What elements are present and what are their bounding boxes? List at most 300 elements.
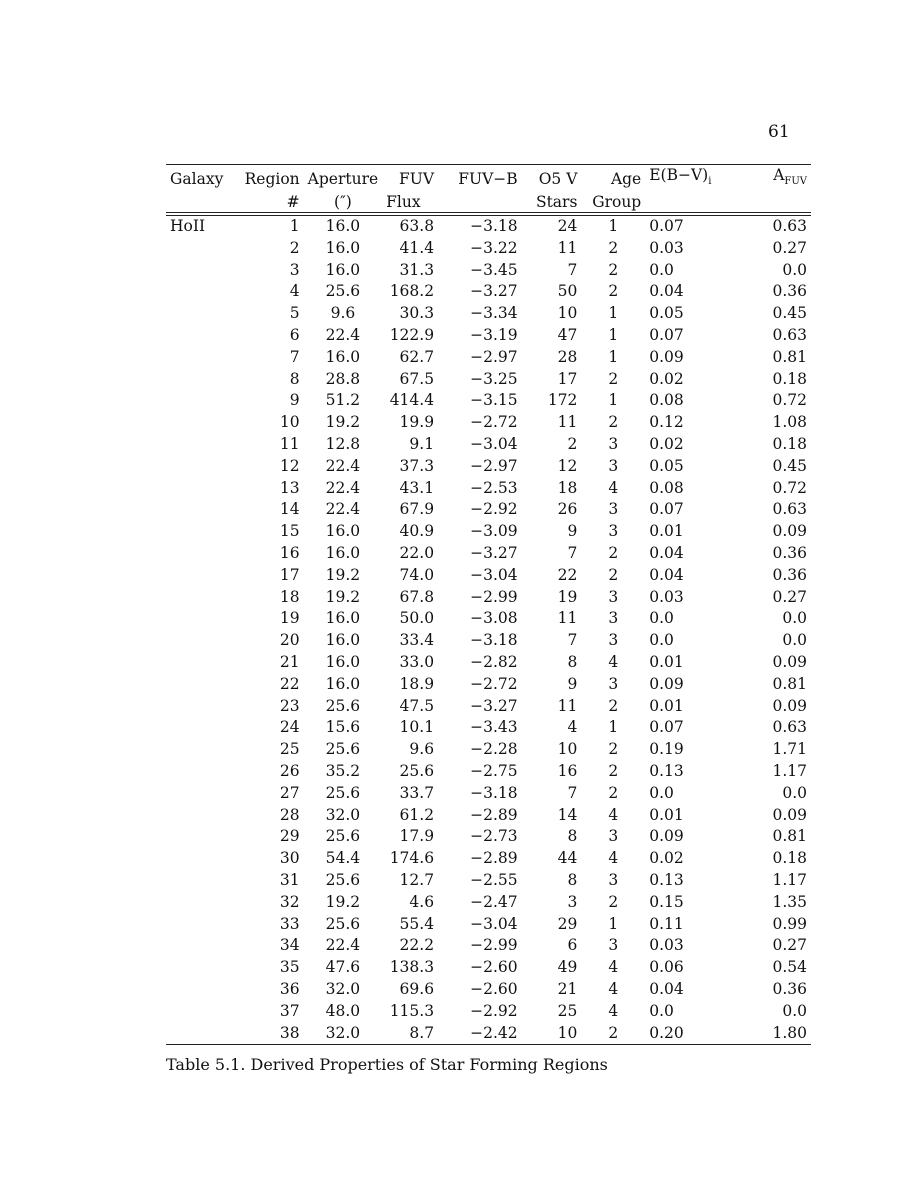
cell-ebv: 0.11 [649, 914, 684, 933]
table-row [166, 478, 811, 500]
table-row [166, 892, 811, 914]
cell-afuv: 0.45 [772, 456, 807, 475]
cell-fuv-b: −3.45 [470, 260, 518, 279]
cell-galaxy [166, 848, 238, 870]
cell-region: 32 [279, 892, 300, 911]
cell-region: 8 [289, 369, 300, 388]
table-row [166, 674, 811, 696]
cell-ebv: 0.05 [649, 456, 684, 475]
table-row [166, 957, 811, 979]
header-fuv: FUV [382, 165, 438, 193]
cell-aperture: 16.0 [325, 238, 361, 257]
cell-afuv: 0.0 [782, 260, 807, 279]
cell-aperture: 47.6 [325, 958, 361, 977]
table-row [166, 1001, 811, 1023]
cell-age-group: 3 [608, 609, 619, 628]
cell-age-group: 1 [608, 326, 619, 345]
cell-ebv: 0.03 [649, 238, 684, 257]
table-row [166, 565, 811, 587]
cell-galaxy [166, 652, 238, 674]
table-row [166, 303, 811, 325]
cell-fuv-b: −2.72 [470, 674, 518, 693]
cell-fuv-flux: 22.0 [399, 544, 435, 563]
table-body [166, 214, 811, 1045]
cell-age-group: 4 [608, 1001, 619, 1020]
cell-fuv-b: −3.04 [470, 435, 518, 454]
cell-afuv: 0.99 [772, 914, 807, 933]
cell-galaxy [166, 870, 238, 892]
cell-o5v-stars: 49 [557, 958, 578, 977]
cell-fuv-flux: 43.1 [399, 478, 435, 497]
cell-afuv: 0.72 [772, 478, 807, 497]
cell-aperture: 25.6 [325, 740, 361, 759]
cell-afuv: 0.45 [772, 304, 807, 323]
cell-afuv: 0.63 [772, 217, 807, 236]
cell-galaxy [166, 696, 238, 718]
cell-aperture: 19.2 [325, 565, 361, 584]
cell-galaxy [166, 630, 238, 652]
table-row [166, 870, 811, 892]
cell-ebv: 0.02 [649, 435, 684, 454]
cell-o5v-stars: 24 [557, 217, 578, 236]
cell-fuv-b: −3.15 [470, 391, 518, 410]
cell-o5v-stars: 47 [557, 326, 578, 345]
cell-fuv-b: −3.08 [470, 609, 518, 628]
subheader-aperture: (″) [304, 192, 383, 214]
cell-age-group: 2 [581, 1023, 645, 1045]
header-fuv-b: FUV−B [438, 165, 522, 193]
cell-age-group: 2 [608, 260, 619, 279]
cell-ebv: 0.04 [649, 979, 684, 998]
cell-galaxy [166, 390, 238, 412]
cell-region: 4 [289, 282, 300, 301]
cell-aperture: 35.2 [325, 762, 361, 781]
cell-region: 23 [279, 696, 300, 715]
cell-afuv: 0.36 [772, 282, 807, 301]
cell-galaxy [166, 674, 238, 696]
cell-fuv-b: −3.19 [470, 326, 518, 345]
cell-o5v-stars: 11 [557, 696, 578, 715]
cell-aperture: 25.6 [325, 914, 361, 933]
cell-o5v-stars: 8 [567, 871, 578, 889]
cell-fuv-flux: 74.0 [399, 565, 435, 584]
cell-age-group: 2 [608, 565, 619, 584]
cell-region: 31 [279, 871, 300, 889]
cell-aperture: 22.4 [325, 500, 361, 519]
cell-region: 12 [279, 456, 300, 475]
cell-fuv-b: −3.27 [470, 696, 518, 715]
cell-galaxy [166, 805, 238, 827]
cell-ebv: 0.05 [649, 304, 684, 323]
cell-fuv-b: −3.43 [470, 718, 518, 737]
cell-afuv: 1.17 [772, 762, 807, 781]
cell-region: 5 [289, 304, 300, 323]
cell-afuv: 0.09 [772, 805, 807, 824]
cell-o5v-stars: 8 [567, 827, 578, 846]
cell-age-group: 2 [608, 762, 619, 781]
table-row [166, 652, 811, 674]
table-row [166, 434, 811, 456]
cell-ebv: 0.0 [649, 783, 674, 802]
cell-o5v-stars: 28 [557, 347, 578, 366]
cell-o5v-stars: 7 [567, 260, 578, 279]
cell-age-group: 1 [608, 217, 619, 236]
cell-aperture: 16.0 [325, 631, 361, 650]
cell-ebv: 0.07 [649, 217, 684, 236]
cell-galaxy [166, 565, 238, 587]
cell-fuv-flux: 138.3 [389, 958, 435, 977]
cell-afuv: 0.0 [782, 1001, 807, 1020]
cell-o5v-stars: 11 [557, 609, 578, 628]
cell-fuv-flux: 414.4 [389, 391, 435, 410]
cell-ebv: 0.09 [649, 347, 684, 366]
cell-galaxy [166, 587, 238, 609]
cell-region: 9 [289, 391, 300, 410]
cell-galaxy [166, 260, 238, 282]
cell-galaxy [166, 957, 238, 979]
table-row [166, 543, 811, 565]
cell-aperture: 22.4 [325, 936, 361, 955]
cell-fuv-b: −3.34 [470, 304, 518, 323]
cell-region: 35 [279, 958, 300, 977]
table-row [166, 390, 811, 412]
cell-fuv-b: −3.04 [470, 914, 518, 933]
cell-aperture: 16.0 [325, 217, 361, 236]
cell-fuv-b: −3.18 [470, 783, 518, 802]
cell-age-group: 2 [608, 783, 619, 802]
cell-fuv-b: −2.72 [470, 413, 518, 432]
cell-galaxy [166, 543, 238, 565]
cell-afuv: 0.0 [782, 631, 807, 650]
cell-fuv-b: −2.28 [470, 740, 518, 759]
cell-region: 21 [279, 653, 300, 672]
cell-o5v-stars: 50 [557, 282, 578, 301]
cell-aperture: 9.6 [330, 304, 356, 323]
cell-o5v-stars: 9 [567, 522, 578, 541]
table-row [166, 805, 811, 827]
table-row [166, 238, 811, 260]
cell-afuv: 0.09 [772, 653, 807, 672]
cell-galaxy [166, 717, 238, 739]
cell-fuv-flux: 55.4 [399, 914, 435, 933]
cell-region: 22 [279, 674, 300, 693]
cell-region: 7 [289, 347, 300, 366]
cell-fuv-flux: 9.6 [409, 740, 435, 759]
table-row [166, 260, 811, 282]
cell-galaxy [166, 1023, 238, 1045]
cell-fuv-flux: 8.7 [382, 1023, 438, 1045]
cell-o5v-stars: 172 [547, 391, 578, 410]
cell-region: 11 [279, 435, 300, 454]
cell-aperture: 25.6 [325, 282, 361, 301]
cell-ebv: 0.15 [649, 892, 684, 911]
cell-fuv-flux: 4.6 [409, 892, 435, 911]
cell-o5v-stars: 7 [567, 631, 578, 650]
header-ebv-text: E(B−V) [649, 166, 709, 184]
cell-o5v-stars: 2 [567, 435, 578, 454]
cell-fuv-flux: 174.6 [389, 849, 435, 868]
cell-ebv: 0.01 [649, 696, 684, 715]
cell-fuv-b: −2.53 [470, 478, 518, 497]
cell-fuv-flux: 67.8 [399, 587, 435, 606]
cell-age-group: 4 [608, 849, 619, 868]
subheader-afuv [733, 192, 811, 214]
cell-age-group: 3 [608, 871, 619, 889]
cell-fuv-flux: 31.3 [399, 260, 435, 279]
cell-galaxy [166, 369, 238, 391]
cell-afuv: 0.81 [772, 827, 807, 846]
cell-ebv: 0.09 [649, 674, 684, 693]
cell-o5v-stars: 21 [557, 979, 578, 998]
cell-fuv-b: −2.47 [470, 892, 518, 911]
cell-o5v-stars: 25 [557, 1001, 578, 1020]
table-row [166, 914, 811, 936]
cell-age-group: 4 [608, 478, 619, 497]
cell-aperture: 16.0 [325, 347, 361, 366]
cell-region: 33 [279, 914, 300, 933]
table-row [166, 412, 811, 434]
table-row [166, 281, 811, 303]
table-row [166, 1023, 811, 1045]
table-row [166, 630, 811, 652]
cell-aperture: 22.4 [325, 326, 361, 345]
cell-o5v-stars: 7 [567, 544, 578, 563]
cell-galaxy [166, 1001, 238, 1023]
header-row-top [166, 165, 811, 193]
cell-galaxy [166, 499, 238, 521]
cell-fuv-flux: 17.9 [399, 827, 435, 846]
cell-o5v-stars: 6 [567, 936, 578, 955]
cell-ebv: 0.0 [649, 260, 674, 279]
cell-fuv-b: −2.60 [470, 958, 518, 977]
table-row [166, 456, 811, 478]
cell-galaxy [166, 608, 238, 630]
cell-afuv: 0.36 [772, 565, 807, 584]
cell-age-group: 2 [608, 740, 619, 759]
cell-fuv-b: −2.75 [470, 762, 518, 781]
header-galaxy: Galaxy [166, 165, 238, 193]
cell-aperture: 32.0 [325, 979, 361, 998]
cell-afuv: 0.63 [772, 500, 807, 519]
cell-region: 17 [279, 565, 300, 584]
cell-fuv-b: −3.25 [470, 369, 518, 388]
cell-afuv: 0.36 [772, 544, 807, 563]
cell-afuv: 0.18 [772, 849, 807, 868]
cell-o5v-stars: 10 [522, 1023, 582, 1045]
table-row [166, 369, 811, 391]
cell-galaxy [166, 739, 238, 761]
cell-afuv: 0.27 [772, 587, 807, 606]
cell-ebv: 0.02 [649, 849, 684, 868]
cell-ebv: 0.13 [649, 871, 684, 889]
cell-region: 19 [279, 609, 300, 628]
cell-fuv-flux: 69.6 [399, 979, 435, 998]
cell-o5v-stars: 7 [567, 783, 578, 802]
table-row [166, 608, 811, 630]
cell-age-group: 3 [608, 435, 619, 454]
cell-region: 6 [289, 326, 300, 345]
cell-fuv-flux: 50.0 [399, 609, 435, 628]
cell-fuv-b: −2.73 [470, 827, 518, 846]
cell-region: 13 [279, 478, 300, 497]
table-row [166, 979, 811, 1001]
cell-o5v-stars: 11 [557, 413, 578, 432]
cell-galaxy [166, 238, 238, 260]
cell-region: 16 [279, 544, 300, 563]
cell-afuv: 0.81 [772, 347, 807, 366]
header-afuv-subscript: FUV [784, 176, 807, 188]
cell-galaxy [166, 826, 238, 848]
cell-aperture: 22.4 [325, 456, 361, 475]
cell-ebv: 0.0 [649, 609, 674, 628]
cell-fuv-flux: 41.4 [399, 238, 435, 257]
cell-o5v-stars: 10 [557, 740, 578, 759]
cell-afuv: 1.08 [772, 413, 807, 432]
cell-ebv: 0.07 [649, 500, 684, 519]
cell-ebv: 0.13 [649, 762, 684, 781]
cell-fuv-b: −3.09 [470, 522, 518, 541]
subheader-region: # [238, 192, 304, 214]
header-region: Region [238, 165, 304, 193]
table-row [166, 521, 811, 543]
cell-fuv-flux: 18.9 [399, 674, 435, 693]
cell-aperture: 16.0 [325, 653, 361, 672]
cell-fuv-flux: 122.9 [389, 326, 435, 345]
cell-afuv: 0.18 [772, 369, 807, 388]
cell-galaxy [166, 303, 238, 325]
cell-region: 10 [279, 413, 300, 432]
cell-afuv: 0.72 [772, 391, 807, 410]
cell-afuv: 0.81 [772, 674, 807, 693]
cell-galaxy [166, 456, 238, 478]
cell-galaxy [166, 281, 238, 303]
cell-fuv-b: −2.60 [470, 979, 518, 998]
cell-afuv: 1.80 [733, 1023, 811, 1045]
cell-fuv-b: −3.27 [470, 544, 518, 563]
cell-region: 15 [279, 522, 300, 541]
cell-aperture: 16.0 [325, 674, 361, 693]
cell-o5v-stars: 26 [557, 500, 578, 519]
cell-galaxy [166, 935, 238, 957]
cell-fuv-b: −2.89 [470, 849, 518, 868]
cell-aperture: 48.0 [325, 1001, 361, 1020]
cell-aperture: 19.2 [325, 413, 361, 432]
cell-fuv-flux: 25.6 [399, 762, 435, 781]
cell-fuv-b: −2.99 [470, 936, 518, 955]
cell-afuv: 0.63 [772, 326, 807, 345]
cell-fuv-flux: 47.5 [399, 696, 435, 715]
cell-fuv-flux: 33.0 [399, 653, 435, 672]
cell-aperture: 19.2 [325, 892, 361, 911]
cell-age-group: 1 [608, 304, 619, 323]
cell-o5v-stars: 4 [567, 718, 578, 737]
cell-ebv: 0.04 [649, 565, 684, 584]
table-row [166, 848, 811, 870]
cell-age-group: 3 [608, 456, 619, 475]
cell-ebv: 0.06 [649, 958, 684, 977]
cell-galaxy [166, 434, 238, 456]
cell-age-group: 2 [608, 238, 619, 257]
cell-o5v-stars: 16 [557, 762, 578, 781]
cell-age-group: 3 [608, 674, 619, 693]
cell-age-group: 2 [608, 369, 619, 388]
cell-galaxy [166, 521, 238, 543]
cell-region: 25 [279, 740, 300, 759]
cell-o5v-stars: 44 [557, 849, 578, 868]
header-afuv-text: A [773, 166, 785, 184]
cell-aperture: 54.4 [325, 849, 361, 868]
cell-ebv: 0.12 [649, 413, 684, 432]
header-afuv [733, 165, 811, 193]
cell-age-group: 3 [608, 522, 619, 541]
cell-ebv: 0.03 [649, 936, 684, 955]
table-row [166, 717, 811, 739]
cell-fuv-b: −2.97 [470, 456, 518, 475]
cell-region: 28 [279, 805, 300, 824]
cell-fuv-b: −3.22 [470, 238, 518, 257]
cell-o5v-stars: 9 [567, 674, 578, 693]
cell-galaxy: HoII [170, 217, 206, 236]
cell-o5v-stars: 19 [557, 587, 578, 606]
cell-age-group: 1 [608, 347, 619, 366]
cell-region: 30 [279, 849, 300, 868]
cell-age-group: 2 [608, 282, 619, 301]
cell-fuv-b: −3.04 [470, 565, 518, 584]
cell-fuv-b: −2.89 [470, 805, 518, 824]
cell-fuv-b: −2.82 [470, 653, 518, 672]
cell-age-group: 4 [608, 979, 619, 998]
cell-ebv: 0.07 [649, 718, 684, 737]
table-row [166, 696, 811, 718]
cell-afuv: 0.0 [782, 783, 807, 802]
cell-fuv-b: −2.92 [470, 1001, 518, 1020]
cell-age-group: 4 [608, 958, 619, 977]
cell-galaxy [166, 979, 238, 1001]
cell-fuv-b: −2.99 [470, 587, 518, 606]
cell-fuv-flux: 30.3 [399, 304, 435, 323]
cell-aperture: 16.0 [325, 609, 361, 628]
cell-aperture: 32.0 [304, 1023, 383, 1045]
table-row [166, 783, 811, 805]
cell-o5v-stars: 17 [557, 369, 578, 388]
cell-ebv: 0.04 [649, 282, 684, 301]
cell-ebv: 0.08 [649, 391, 684, 410]
cell-afuv: 0.09 [772, 696, 807, 715]
cell-fuv-flux: 67.9 [399, 500, 435, 519]
cell-fuv-flux: 168.2 [389, 282, 435, 301]
cell-region: 38 [238, 1023, 304, 1045]
cell-region: 2 [289, 238, 300, 257]
cell-o5v-stars: 12 [557, 456, 578, 475]
cell-aperture: 15.6 [325, 718, 361, 737]
cell-aperture: 25.6 [325, 696, 361, 715]
subheader-age: Group [581, 192, 645, 214]
cell-afuv: 0.09 [772, 522, 807, 541]
cell-age-group: 1 [608, 718, 619, 737]
cell-o5v-stars: 8 [567, 653, 578, 672]
cell-aperture: 25.6 [325, 827, 361, 846]
cell-afuv: 1.71 [772, 740, 807, 759]
cell-fuv-flux: 10.1 [399, 718, 435, 737]
cell-age-group: 3 [608, 587, 619, 606]
cell-ebv: 0.02 [649, 369, 684, 388]
cell-ebv: 0.01 [649, 653, 684, 672]
cell-galaxy [166, 478, 238, 500]
cell-aperture: 28.8 [325, 369, 361, 388]
cell-galaxy [166, 412, 238, 434]
header-ebv [645, 165, 733, 193]
derived-properties-table [166, 164, 811, 1045]
